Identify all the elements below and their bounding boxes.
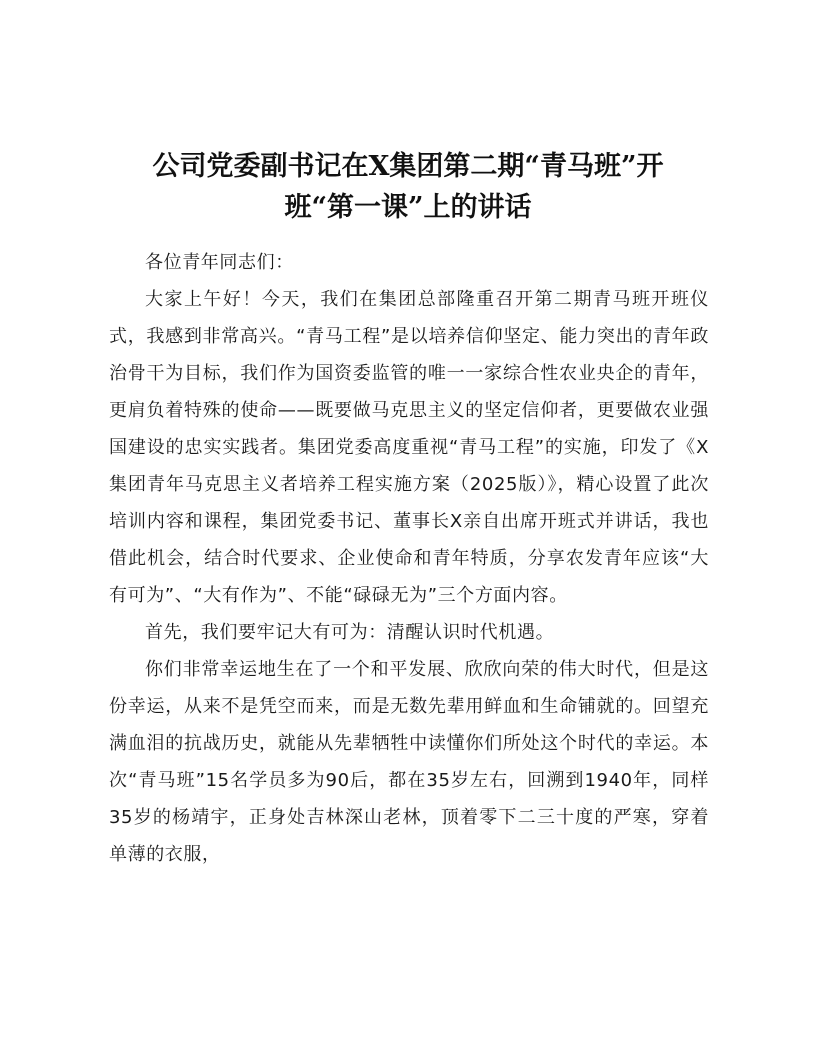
- document-body: [109, 244, 709, 873]
- opening-paragraph: 大家上午好！今天，我们在集团总部隆重召开第二期青马班开班仪式，我感到非常高兴。“青马工程”是以培养信仰坚定、能力突出的青年政治骨干为目标，我们作为国资委监管的唯一一家综合性农业央企的青年，更肩负着特殊的使命——既要做马克思主义的坚定信仰者，更要做农业强国建设的忠实实践者。集团党委高度重视“青马工程”的实施，印发了《X集团青年马克思主义者培养工程实施方案（2025版）》，精心设置了此次培训内容和课程，集团党委书记、董事长X亲自出席开班式并讲话，我也借此机会，结合时代要求、企业使命和青年特质，分享农发青年应该“大有可为”、“大有作为”、不能“碌碌无为”三个方面内容。: [109, 289, 709, 606]
- document-title: [108, 146, 708, 228]
- salutation-paragraph: 各位青年同志们：: [145, 252, 294, 273]
- section-heading-paragraph: 首先，我们要牢记大有可为：清醒认识时代机遇。: [145, 622, 555, 643]
- body-paragraph: 你们非常幸运地生在了一个和平发展、欣欣向荣的伟大时代，但是这份幸运，从来不是凭空而来，而是无数先辈用鲜血和生命铺就的。回望充满血泪的抗战历史，就能从先辈牺牲中读懂你们所处这个时代的幸运。本次“青马班”15名学员多为90后，都在35岁左右，回溯到1940年，同样35岁的杨靖宇，正身处吉林深山老林，顶着零下二三十度的严寒，穿着单薄的衣服，: [109, 659, 709, 865]
- title-line-1: 公司党委副书记在X集团第二期“青马班”开: [152, 151, 664, 182]
- title-line-2: 班“第一课”上的讲话: [284, 192, 532, 223]
